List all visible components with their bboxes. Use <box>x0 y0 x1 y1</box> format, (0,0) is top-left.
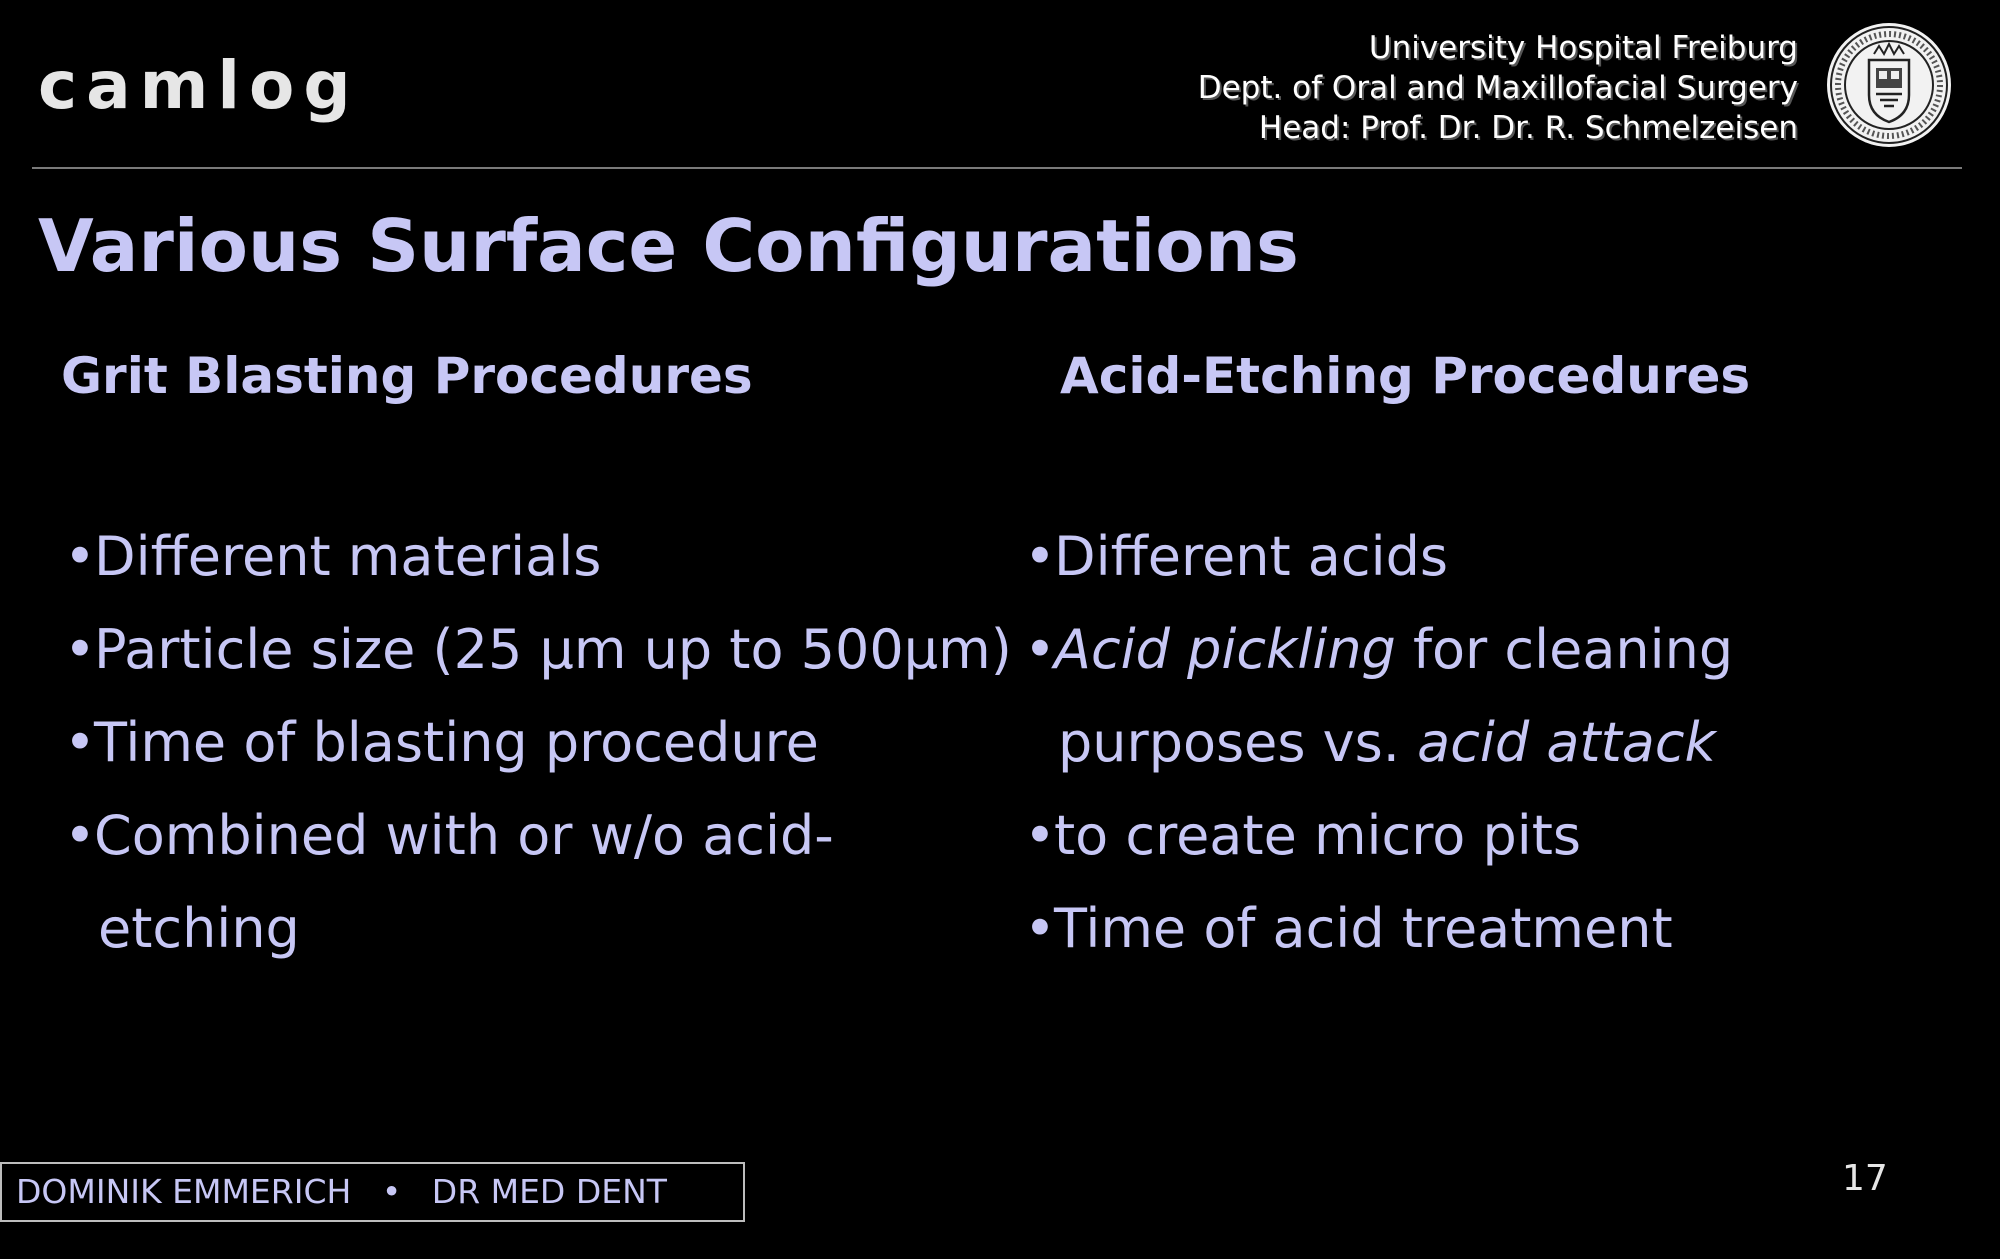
footer-separator: • <box>381 1172 402 1211</box>
university-seal-icon <box>1824 20 1954 150</box>
bullet-marker: • <box>1024 897 1056 960</box>
bullet-marker: • <box>64 525 96 588</box>
bullet-marker: • <box>64 618 96 681</box>
list-item-text: purposes vs. <box>1058 711 1418 774</box>
list-item <box>64 696 1012 789</box>
right-column-heading: Acid-Etching Procedures <box>1060 347 1751 405</box>
author-degree: DR MED DENT <box>431 1172 667 1211</box>
author-name: DOMINIK EMMERICH <box>16 1172 352 1211</box>
list-item-italic-text: Acid pickling <box>1054 618 1396 681</box>
list-item-text: for cleaning <box>1395 618 1734 681</box>
institution-line: Head: Prof. Dr. Dr. R. Schmelzeisen <box>1258 110 1798 146</box>
list-item-text: Combined with or w/o acid- <box>94 804 834 867</box>
right-bullet-list <box>1024 510 1733 975</box>
left-column-heading: Grit Blasting Procedures <box>61 347 753 405</box>
camlog-logo: camlog <box>38 47 360 124</box>
list-item-text: Time of acid treatment <box>1054 897 1673 960</box>
list-item <box>1024 510 1733 603</box>
institution-line: University Hospital Freiburg <box>1368 30 1798 66</box>
list-item-continuation <box>64 882 1012 975</box>
list-item-text: Time of blasting procedure <box>94 711 819 774</box>
bullet-marker: • <box>1024 618 1056 681</box>
bullet-marker: • <box>64 711 96 774</box>
list-item-text: Different acids <box>1054 525 1449 588</box>
list-item-text: etching <box>98 897 300 960</box>
list-item-text: Particle size (25 µm up to 500µm) <box>94 618 1012 681</box>
list-item-text: Different materials <box>94 525 602 588</box>
bullet-marker: • <box>64 804 96 867</box>
slide-title: Various Surface Configurations <box>38 204 1299 288</box>
author-footer <box>0 1162 745 1222</box>
list-item <box>64 603 1012 696</box>
list-item <box>64 789 1012 882</box>
list-item <box>64 510 1012 603</box>
page-number: 17 <box>1842 1158 1888 1199</box>
institution-block <box>1198 28 1798 148</box>
list-item <box>1024 789 1733 882</box>
bullet-marker: • <box>1024 804 1056 867</box>
bullet-marker: • <box>1024 525 1056 588</box>
list-item-text: to create micro pits <box>1054 804 1582 867</box>
header-divider <box>32 167 1962 169</box>
list-item <box>1024 603 1733 696</box>
list-item-continuation <box>1024 696 1733 789</box>
list-item <box>1024 882 1733 975</box>
institution-line: Dept. of Oral and Maxillofacial Surgery <box>1197 70 1798 106</box>
list-item-italic-text: acid attack <box>1417 711 1716 774</box>
left-bullet-list <box>64 510 1012 975</box>
